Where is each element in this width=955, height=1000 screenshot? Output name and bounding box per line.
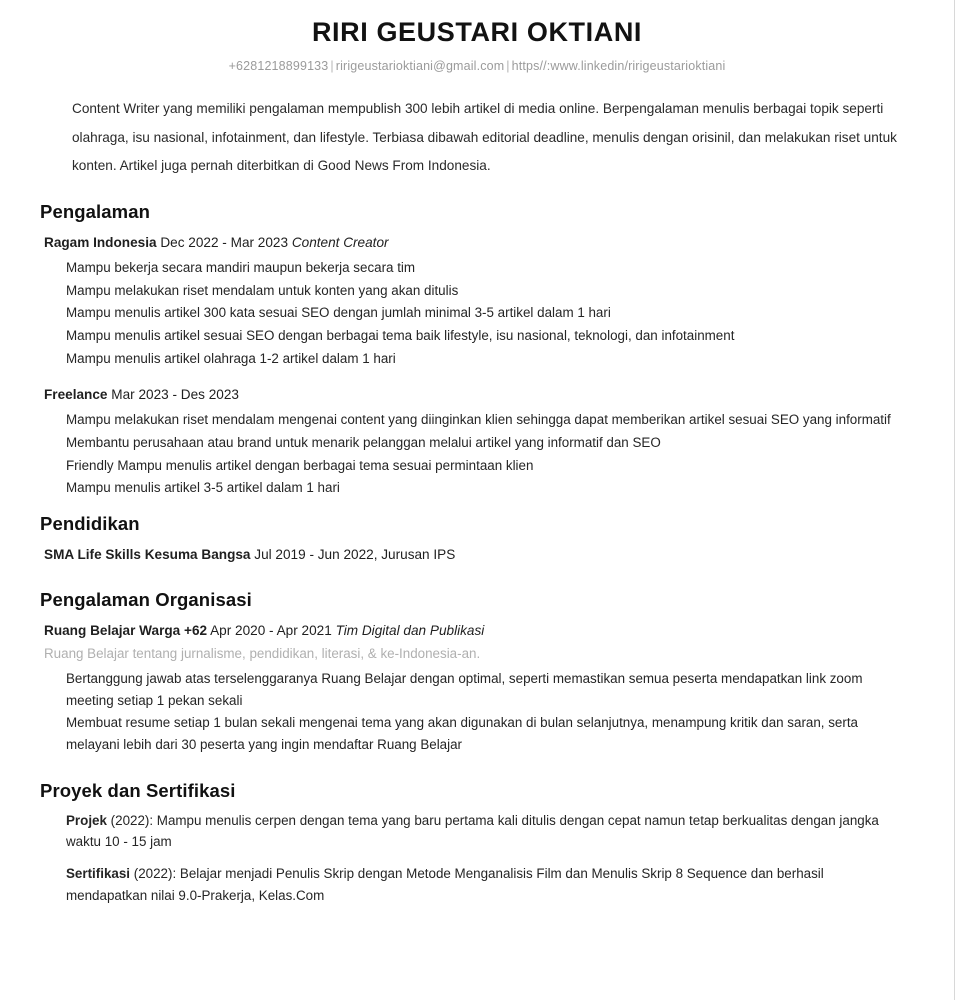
entry-dates: Mar 2023 - Des 2023 (111, 387, 239, 403)
linkedin-text: https//:www.linkedin/ririgeustarioktiani (511, 59, 726, 74)
bullet-line: Mampu melakukan riset mendalam untuk konten yang akan ditulis (66, 282, 459, 298)
contact-line (0, 59, 954, 73)
phone-text: +6281218899133 (228, 59, 329, 74)
entry-school: SMA Life Skills Kesuma Bangsa (44, 546, 251, 562)
bullet-line: Mampu menulis artikel 300 kata sesuai SEO dengan jumlah minimal 3-5 artikel dalam 1 hari (66, 305, 611, 321)
entry-organization: Ragam Indonesia (44, 235, 157, 251)
section-organisasi (0, 589, 954, 756)
section-title-pengalaman: Pengalaman (40, 201, 150, 223)
entry-role: Tim Digital dan Publikasi (335, 622, 485, 638)
entry-role: Content Creator (291, 235, 389, 251)
experience-entry (0, 383, 954, 499)
organization-entry (0, 619, 954, 756)
bullet-line: Mampu melakukan riset mendalam mengenai content yang diinginkan klien sehingga dapat memberikan artikel sesuai SEO yang informatif (66, 412, 891, 428)
section-title-organisasi: Pengalaman Organisasi (40, 588, 252, 610)
entry-organization: Ruang Belajar Warga +62 (44, 622, 208, 638)
entry-header (44, 383, 954, 407)
entry-organization: Freelance (44, 387, 108, 403)
certification-text: (2022): Belajar menjadi Penulis Skrip dengan Metode Menganalisis Film dan Menulis Skrip 8 Sequence dan berhasil mendapatkan nilai 9.0-Prakerja, Kelas.Com (66, 866, 824, 903)
project-label: Projek (66, 812, 107, 828)
bullet-line: Membuat resume setiap 1 bulan sekali mengenai tema yang akan digunakan di bulan selanjutnya, menampung kritik dan saran, serta melayani lebih dari 30 peserta yang ingin mendaftar Ruang Belajar (66, 715, 859, 753)
entry-subtitle: Ruang Belajar tentang jurnalisme, pendidikan, literasi, & ke-Indonesia-an. (44, 646, 481, 662)
email-text: ririgeustarioktiani@gmail.com (335, 59, 505, 74)
bullet-line: Mampu menulis artikel 3-5 artikel dalam 1 hari (66, 480, 340, 496)
certification-item (66, 863, 908, 906)
bullet-line: Mampu bekerja secara mandiri maupun bekerja secara tim (66, 259, 416, 275)
section-title-pendidikan: Pendidikan (40, 512, 140, 534)
section-title-proyek: Proyek dan Sertifikasi (40, 779, 236, 801)
resume-header (0, 0, 954, 73)
section-pengalaman (0, 201, 954, 499)
project-item (66, 810, 908, 853)
contact-separator-1: | (330, 59, 334, 74)
entry-header (44, 619, 954, 643)
entry-header (44, 543, 954, 567)
entry-bullets (66, 257, 908, 370)
project-text: (2022): Mampu menulis cerpen dengan tema yang baru pertama kali ditulis dengan cepat namun tetap berkualitas dengan jangka waktu 10 - 15 jam (66, 812, 879, 850)
entry-bullets (66, 668, 908, 756)
candidate-name: RIRI GEUSTARI OKTIANI (311, 17, 643, 47)
experience-entry (0, 231, 954, 369)
bullet-line: Mampu menulis artikel olahraga 1-2 artikel dalam 1 hari (66, 350, 396, 366)
entry-dates: Jul 2019 - Jun 2022, Jurusan IPS (254, 546, 456, 562)
entry-dates: Apr 2020 - Apr 2021 (210, 622, 332, 638)
professional-summary: Content Writer yang memiliki pengalaman mempublish 300 lebih artikel di media online. Berpengalaman menulis berbagai topik seperti olahraga, isu nasional, infotainment, dan lifestyle. Terbiasa dibawah editorial deadline, menulis dengan orisinil, dan melakukan riset untuk konten. Artikel juga pernah diterbitkan di Good News From Indonesia. (72, 101, 897, 174)
entry-dates: Dec 2022 - Mar 2023 (160, 235, 289, 251)
section-proyek (0, 780, 954, 907)
certification-label: Sertifikasi (66, 866, 131, 882)
bullet-line: Mampu menulis artikel sesuai SEO dengan berbagai tema baik lifestyle, isu nasional, teknologi, dan infotainment (66, 327, 735, 343)
bullet-line: Friendly Mampu menulis artikel dengan berbagai tema sesuai permintaan klien (66, 457, 534, 473)
entry-header (44, 231, 954, 255)
education-entry (0, 543, 954, 567)
bullet-line: Bertanggung jawab atas terselenggaranya Ruang Belajar dengan optimal, seperti memastikan semua peserta mendapatkan link zoom meeting setiap 1 pekan sekali (66, 670, 863, 708)
entry-bullets (66, 409, 908, 499)
contact-separator-2: | (506, 59, 510, 74)
bullet-line: Membantu perusahaan atau brand untuk menarik pelanggan melalui artikel yang informatif dan SEO (66, 434, 661, 450)
section-pendidikan (0, 513, 954, 567)
